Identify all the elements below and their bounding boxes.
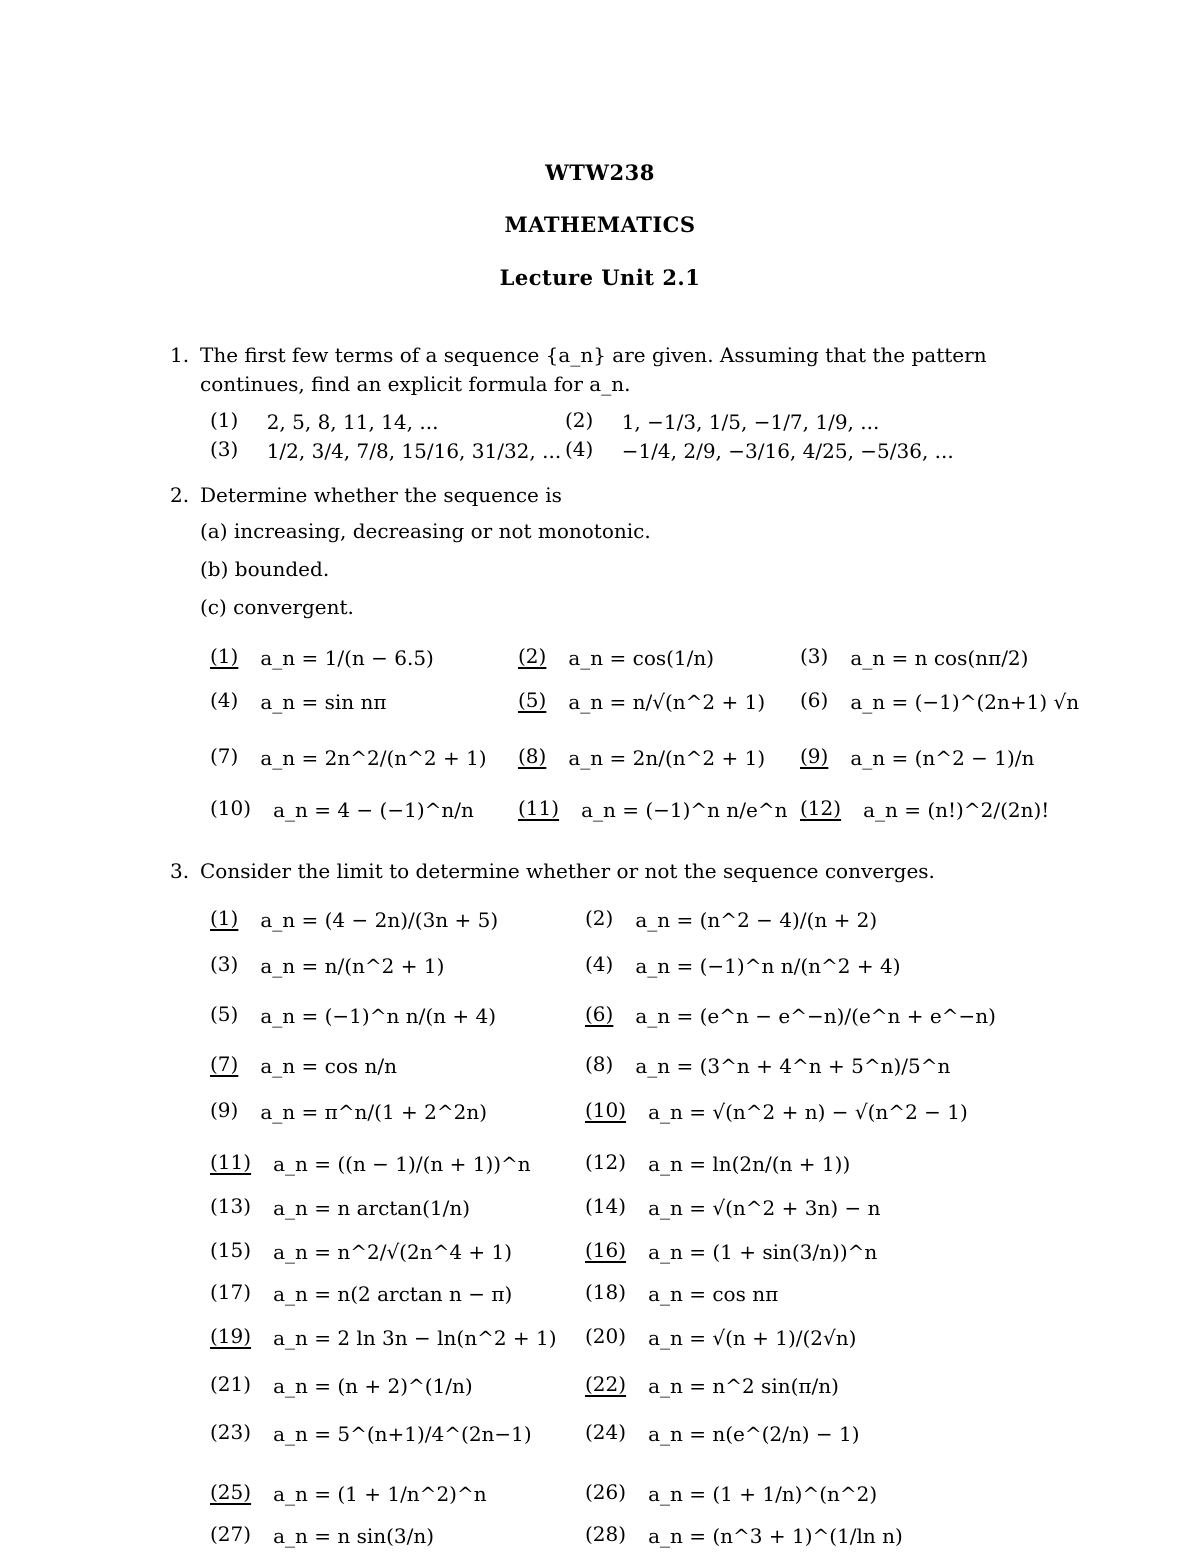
item-expression: a_n = n(2 arctan n − π) [273,1281,513,1306]
exercise-item [585,1238,877,1264]
exercise-item [210,1194,470,1220]
item-label: (14) [585,1194,627,1218]
item-expression: a_n = (−1)^(2n+1) √n [850,689,1080,714]
exercise-item [210,1420,532,1446]
exercise-item [585,952,901,978]
item-label: (22) [585,1372,627,1396]
question-number: 2. [170,483,190,507]
item-label: (5) [210,1002,239,1026]
item-expression: a_n = (n^2 − 1)/n [850,745,1035,770]
item-expression: a_n = n/(n^2 + 1) [260,953,445,978]
exercise-item [210,1522,434,1548]
exercise-item [210,796,474,822]
item-label: (2) [518,644,547,668]
exercise-item [210,1002,496,1028]
question-text: The first few terms of a sequence {a_n} are given. Assuming that the pattern continues, find an explicit formula for a_n. [200,343,987,396]
item-label: (5) [518,688,547,712]
item-label: (9) [800,744,829,768]
item-expression: a_n = 2 ln 3n − ln(n^2 + 1) [273,1325,557,1350]
item-label: (23) [210,1420,252,1444]
item-label: (4) [565,437,594,461]
item-label: (19) [210,1324,252,1348]
item-expression: a_n = n(e^(2/n) − 1) [648,1421,860,1446]
question-number: 3. [170,859,190,883]
item-label: (18) [585,1280,627,1304]
exercise-item [210,906,498,932]
item-expression: a_n = √(n^2 + n) − √(n^2 − 1) [648,1099,968,1124]
exercise-item [210,1150,531,1176]
item-expression: a_n = 5^(n+1)/4^(2n−1) [273,1421,532,1446]
item-expression: a_n = n cos(nπ/2) [850,645,1029,670]
exercise-item [210,1324,557,1350]
exercise-item [800,744,1034,770]
exercise-item [210,688,387,714]
item-label: (7) [210,744,239,768]
item-expression: a_n = π^n/(1 + 2^2n) [260,1099,488,1124]
exercise-item [210,408,438,434]
question-part: (c) convergent. [200,595,354,619]
item-expression: a_n = (1 + 1/n^2)^n [273,1481,487,1506]
item-expression: a_n = (e^n − e^−n)/(e^n + e^−n) [635,1003,996,1028]
item-label: (10) [210,796,252,820]
item-label: (3) [800,644,829,668]
item-expression: a_n = n/√(n^2 + 1) [568,689,766,714]
item-label: (17) [210,1280,252,1304]
item-expression: 1/2, 3/4, 7/8, 15/16, 31/32, ... [266,438,562,463]
item-label: (7) [210,1052,239,1076]
item-expression: 2, 5, 8, 11, 14, ... [266,409,439,434]
item-expression: a_n = n sin(3/n) [273,1523,435,1548]
exercise-item [585,1280,778,1306]
item-label: (12) [585,1150,627,1174]
item-expression: a_n = cos n/n [260,1053,397,1078]
item-label: (3) [210,952,239,976]
item-label: (8) [518,744,547,768]
item-expression: −1/4, 2/9, −3/16, 4/25, −5/36, ... [621,438,954,463]
exercise-item [585,1052,950,1078]
item-label: (12) [800,796,842,820]
item-label: (21) [210,1372,252,1396]
item-expression: a_n = n^2/√(2n^4 + 1) [273,1239,513,1264]
item-expression: a_n = (n^3 + 1)^(1/ln n) [648,1523,903,1548]
item-expression: a_n = 1/(n − 6.5) [260,645,434,670]
item-expression: a_n = (4 − 2n)/(3n + 5) [260,907,499,932]
item-expression: a_n = ln(2n/(n + 1)) [648,1151,851,1176]
exercise-item [585,1150,850,1176]
item-label: (3) [210,437,239,461]
exercise-item [210,1238,512,1264]
exercise-item [565,437,954,463]
exercise-item [518,644,714,670]
course-code: WTW238 [545,160,655,185]
item-label: (27) [210,1522,252,1546]
item-label: (11) [518,796,560,820]
exercise-item [210,1280,512,1306]
exercise-item [800,644,1028,670]
exercise-item [518,796,788,822]
exercise-item [585,1194,880,1220]
item-label: (1) [210,644,239,668]
subject-title: MATHEMATICS [504,212,696,237]
item-label: (4) [585,952,614,976]
question-part: (a) increasing, decreasing or not monotonic. [200,519,651,543]
item-label: (9) [210,1098,239,1122]
item-label: (20) [585,1324,627,1348]
item-expression: a_n = 2n^2/(n^2 + 1) [260,745,487,770]
item-expression: a_n = (−1)^n n/(n^2 + 4) [635,953,901,978]
item-label: (2) [585,906,614,930]
item-expression: a_n = (n + 2)^(1/n) [273,1373,473,1398]
item-label: (10) [585,1098,627,1122]
item-label: (28) [585,1522,627,1546]
item-label: (4) [210,688,239,712]
exercise-item [210,644,434,670]
exercise-item [210,1098,487,1124]
item-expression: 1, −1/3, 1/5, −1/7, 1/9, ... [621,409,880,434]
item-expression: a_n = n^2 sin(π/n) [648,1373,839,1398]
item-label: (11) [210,1150,252,1174]
exercise-item [210,744,487,770]
item-expression: a_n = (1 + sin(3/n))^n [648,1239,878,1264]
item-expression: a_n = n arctan(1/n) [273,1195,471,1220]
exercise-item [800,796,1049,822]
exercise-item [210,1480,487,1506]
question-part: (b) bounded. [200,557,330,581]
item-expression: a_n = (3^n + 4^n + 5^n)/5^n [635,1053,951,1078]
exercise-item [585,1002,996,1028]
item-expression: a_n = 2n/(n^2 + 1) [568,745,766,770]
question-2 [170,481,1040,510]
item-expression: a_n = (−1)^n n/e^n [581,797,788,822]
exercise-item [800,688,1079,714]
exercise-item [585,1420,860,1446]
unit-title: Lecture Unit 2.1 [499,265,701,290]
exercise-item [518,744,765,770]
exercise-item [210,952,444,978]
item-label: (6) [800,688,829,712]
question-text: Consider the limit to determine whether or not the sequence converges. [200,859,935,883]
item-expression: a_n = cos(1/n) [568,645,715,670]
exercise-item [585,906,877,932]
item-expression: a_n = (1 + 1/n)^(n^2) [648,1481,878,1506]
exercise-item [210,1372,473,1398]
exercise-item [210,1052,397,1078]
item-label: (2) [565,408,594,432]
item-label: (1) [210,408,239,432]
question-text: Determine whether the sequence is [200,483,562,507]
item-label: (25) [210,1480,252,1504]
item-expression: a_n = ((n − 1)/(n + 1))^n [273,1151,531,1176]
item-label: (6) [585,1002,614,1026]
item-expression: a_n = 4 − (−1)^n/n [273,797,474,822]
item-label: (16) [585,1238,627,1262]
exercise-item [585,1324,856,1350]
question-3 [170,857,1040,886]
item-label: (8) [585,1052,614,1076]
item-label: (1) [210,906,239,930]
item-expression: a_n = cos nπ [648,1281,779,1306]
exercise-item [585,1480,877,1506]
exercise-item [585,1522,903,1548]
item-expression: a_n = √(n^2 + 3n) − n [648,1195,881,1220]
exercise-item [518,688,765,714]
item-label: (15) [210,1238,252,1262]
exercise-item [585,1372,839,1398]
item-expression: a_n = sin nπ [260,689,387,714]
item-label: (13) [210,1194,252,1218]
question-number: 1. [170,343,190,367]
item-label: (26) [585,1480,627,1504]
exercise-item [210,437,561,463]
item-expression: a_n = (n!)^2/(2n)! [863,797,1050,822]
item-label: (24) [585,1420,627,1444]
exercise-item [565,408,879,434]
exercise-item [585,1098,968,1124]
question-1 [170,341,1040,399]
item-expression: a_n = √(n + 1)/(2√n) [648,1325,857,1350]
item-expression: a_n = (−1)^n n/(n + 4) [260,1003,497,1028]
item-expression: a_n = (n^2 − 4)/(n + 2) [635,907,878,932]
